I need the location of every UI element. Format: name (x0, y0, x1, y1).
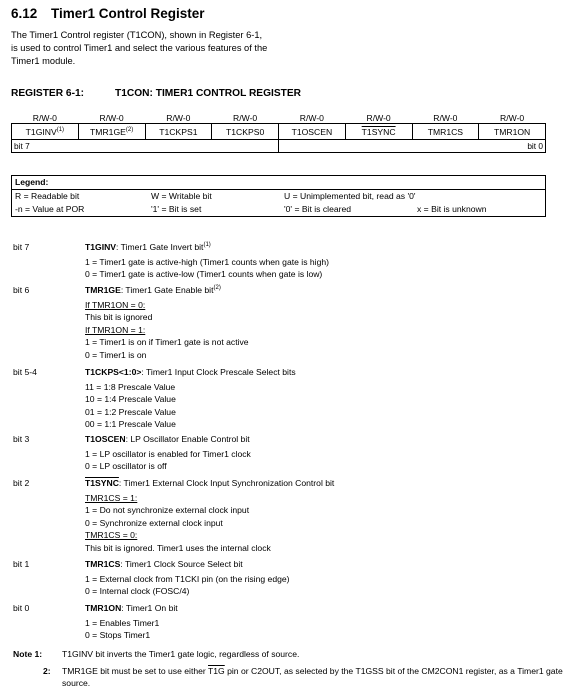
bit-body (85, 366, 565, 431)
register-caption (11, 88, 301, 99)
register-title: T1CON: TIMER1 CONTROL REGISTER (115, 88, 302, 99)
note-label: Note 1: (13, 649, 43, 659)
bit-heading (85, 477, 565, 490)
register-label: REGISTER 6-1: (11, 88, 85, 99)
condition-line: TMR1CS = 0: (85, 530, 138, 540)
bit-value-line: 0 = LP oscillator is off (85, 461, 167, 471)
bit-name-cell (12, 124, 79, 140)
bit-value-line: 00 = 1:1 Prescale Value (85, 419, 176, 429)
bit-name: TMR1GE (90, 126, 126, 137)
bit-field-desc: : Timer1 Input Clock Prescale Select bits (141, 367, 296, 377)
section-heading (11, 6, 205, 21)
bit-field-name: TMR1CS (85, 559, 121, 569)
bit-name: TMR1CS (427, 126, 464, 137)
bit-label: bit 0 (13, 603, 30, 613)
access-cell: R/W-0 (433, 113, 458, 123)
bit-field-desc: : LP Oscillator Enable Control bit (125, 434, 250, 444)
bit-value-line: 0 = Stops Timer1 (85, 630, 151, 640)
bit-name-cell (145, 124, 212, 140)
bit-field-name: T1OSCEN (85, 434, 126, 444)
bit-field-name: TMR1ON (85, 603, 122, 613)
bit-label: bit 6 (13, 285, 30, 295)
bit-body (85, 558, 565, 598)
bit-label: bit 2 (13, 478, 30, 488)
access-row (12, 109, 546, 124)
access-cell: R/W-0 (299, 113, 324, 123)
condition-line: If TMR1ON = 1: (85, 324, 146, 335)
legend-row (12, 190, 545, 203)
access-cell: R/W-0 (99, 113, 124, 123)
bit-heading (85, 602, 565, 615)
bit-name-cell (279, 124, 346, 140)
bit-lsb-label: bit 0 (279, 140, 546, 153)
bit-name-cell (78, 124, 145, 140)
note-text-part: T1G (208, 666, 225, 676)
bit-body (85, 241, 565, 281)
legend-item: U = Unimplemented bit, read as '0' (284, 191, 416, 201)
bit-label: bit 5-4 (13, 367, 37, 377)
bit-name-cell (212, 124, 279, 140)
bit-value-line: 1 = LP oscillator is enabled for Timer1 clock (85, 448, 251, 459)
bit-name-cell (412, 124, 479, 140)
bit-body (85, 284, 565, 361)
legend-item: '1' = Bit is set (151, 204, 202, 214)
bit-label: bit 7 (13, 242, 30, 252)
note-text (62, 665, 572, 689)
bit-name-row (12, 124, 546, 140)
legend-row (12, 203, 545, 216)
bit-heading (85, 433, 565, 446)
bit-name: T1CKPS0 (226, 126, 265, 137)
bit-value-line: 1 = External clock from T1CKI pin (on the rising edge) (85, 573, 290, 584)
bit-field-desc: : Timer1 Clock Source Select bit (120, 559, 243, 569)
bit-name: T1SYNC (361, 126, 396, 137)
bit-heading (85, 284, 565, 297)
bit-value-line: This bit is ignored (85, 312, 153, 322)
bit-msb-label: bit 7 (12, 140, 279, 153)
bit-heading (85, 366, 565, 379)
bit-number-row (12, 140, 546, 153)
bit-label: bit 1 (13, 559, 30, 569)
bit-value-line: 1 = Timer1 gate is active-high (Timer1 counts when gate is high) (85, 256, 330, 267)
bit-field-name: TMR1GE (85, 285, 121, 295)
bit-name: TMR1ON (493, 126, 531, 137)
footnote-ref: (2) (213, 285, 221, 292)
bit-body (85, 433, 565, 473)
legend-item: x = Bit is unknown (417, 204, 487, 214)
bit-field-desc: : Timer1 External Clock Input Synchronization Control bit (118, 478, 335, 488)
footnote-ref: (2) (125, 126, 134, 133)
bit-value-line: 1 = Timer1 is on if Timer1 gate is not active (85, 337, 249, 347)
access-cell: R/W-0 (366, 113, 391, 123)
bit-name: T1OSCEN (291, 126, 333, 137)
bit-value-line: 0 = Internal clock (FOSC/4) (85, 586, 190, 596)
bit-name: T1GINV (25, 126, 57, 137)
bit-body (85, 602, 565, 642)
bit-field-desc: : Timer1 On bit (121, 603, 178, 613)
section-number: 6.12 (11, 6, 38, 21)
bit-field-name: T1SYNC (85, 478, 119, 488)
footnote-ref: (1) (56, 126, 65, 133)
bit-value-line: 0 = Timer1 gate is active-low (Timer1 counts when gate is low) (85, 269, 323, 279)
bit-value-line: 0 = Timer1 is on (85, 349, 147, 360)
register-table (11, 109, 546, 153)
access-cell: R/W-0 (166, 113, 191, 123)
bit-field-desc: : Timer1 Gate Invert bit (116, 242, 204, 252)
bit-value-line: This bit is ignored. Timer1 uses the internal clock (85, 542, 271, 553)
bit-body (85, 477, 565, 554)
bit-field-name: T1GINV (85, 242, 117, 252)
note-text-part: TMR1GE bit must be set to use either (62, 666, 208, 676)
legend-box (11, 175, 546, 217)
access-cell: R/W-0 (233, 113, 258, 123)
bit-field-desc: : Timer1 Gate Enable bit (120, 285, 214, 295)
bit-value-line: 01 = 1:2 Prescale Value (85, 406, 176, 417)
note-text-part: pin or C2OUT, as selected by the T1GSS bit of the CM2CON1 register, as a Timer1 gate source. (62, 666, 563, 688)
legend-item: R = Readable bit (15, 191, 80, 201)
section-title: Timer1 Control Register (51, 6, 205, 21)
bit-label: bit 3 (13, 434, 30, 444)
bit-heading (85, 558, 565, 571)
bit-field-name: T1CKPS<1:0> (85, 367, 142, 377)
bit-value-line: 0 = Synchronize external clock input (85, 517, 223, 528)
bit-value-line: 11 = 1:8 Prescale Value (85, 381, 176, 392)
bit-name: T1CKPS1 (159, 126, 198, 137)
bit-name-cell (345, 124, 412, 140)
section-intro: The Timer1 Control register (T1CON), shown in Register 6-1, is used to control Timer1 and select the various features of the Timer1 module. (11, 30, 268, 66)
legend-item: -n = Value at POR (15, 204, 85, 214)
condition-line: TMR1CS = 1: (85, 492, 138, 503)
bit-value-line: 1 = Enables Timer1 (85, 617, 160, 628)
legend-item: '0' = Bit is cleared (284, 204, 352, 214)
access-cell: R/W-0 (32, 113, 57, 123)
condition-line: If TMR1ON = 0: (85, 299, 146, 310)
footnote-ref: (1) (203, 242, 211, 249)
bit-value-line: 1 = Do not synchronize external clock input (85, 505, 250, 515)
note-label: 2: (43, 666, 51, 676)
bit-heading (85, 241, 565, 254)
access-cell: R/W-0 (500, 113, 525, 123)
bit-value-line: 10 = 1:4 Prescale Value (85, 394, 176, 404)
legend-heading: Legend: (12, 176, 545, 190)
bit-name-cell (479, 124, 546, 140)
legend-item: W = Writable bit (151, 191, 212, 201)
note-text: T1GINV bit inverts the Timer1 gate logic, regardless of source. (62, 649, 300, 659)
